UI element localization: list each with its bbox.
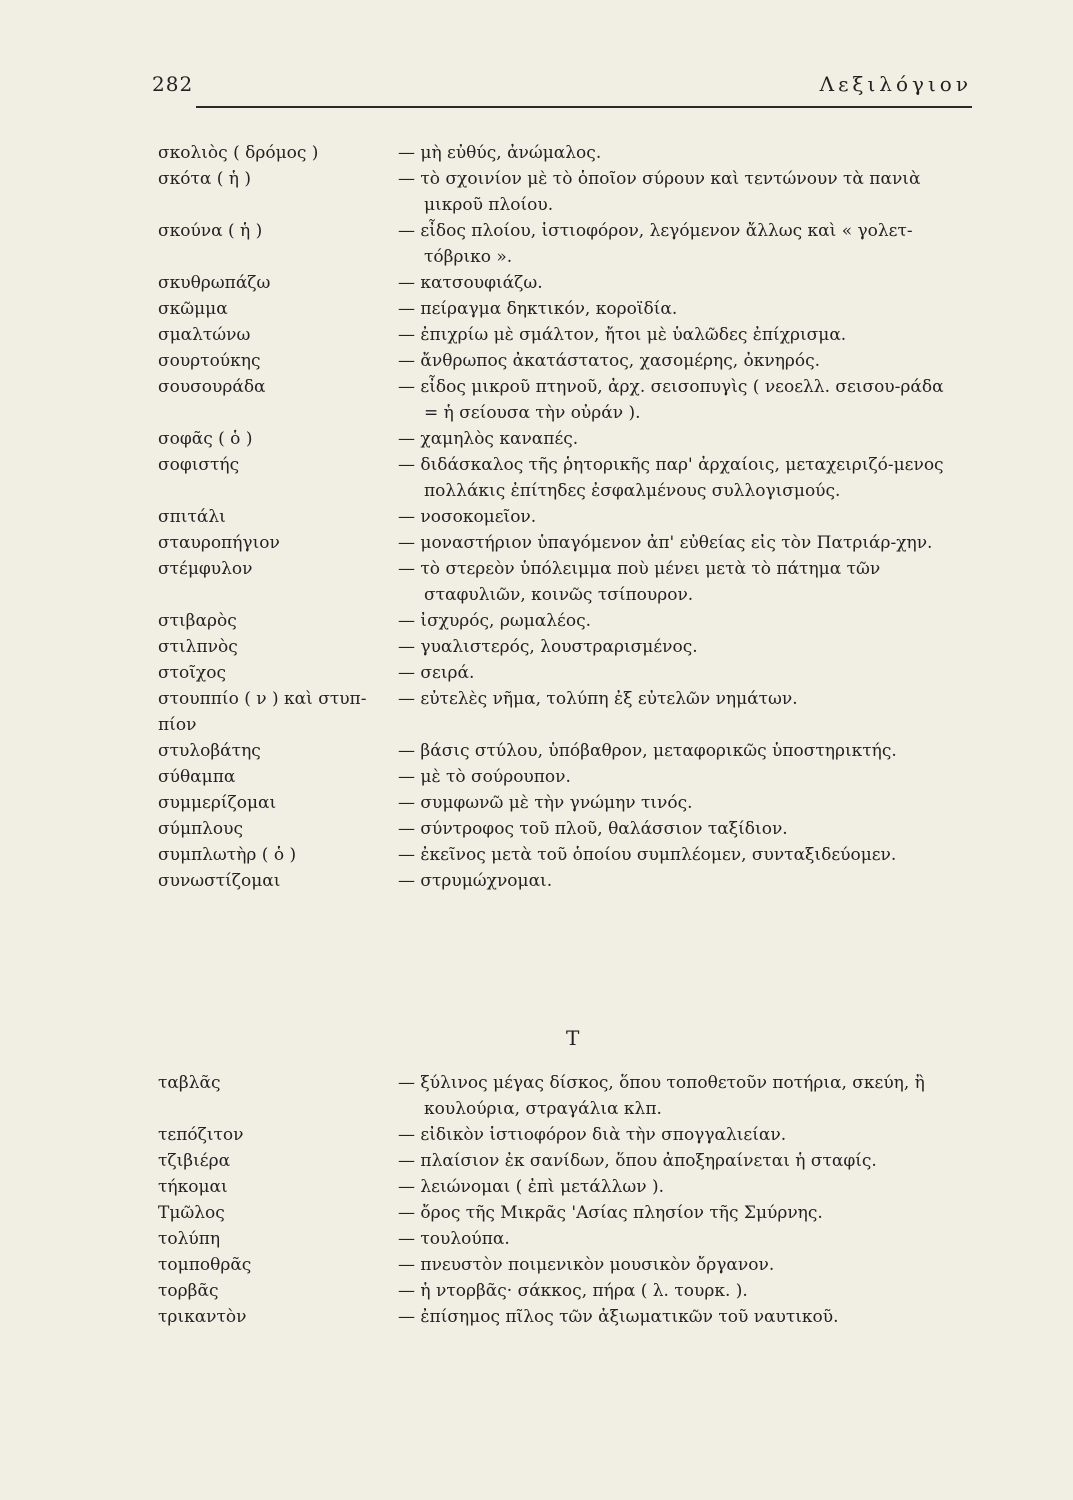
entry-definition: — εὐτελὲς νῆμα, τολύπη ἐξ εὐτελῶν νημάτων. (398, 689, 798, 709)
glossary-entry (158, 1226, 958, 1252)
entry-definition: — πείραγμα δηκτικόν, κοροϊδία. (398, 299, 678, 319)
entry-term: σμαλτώνω (158, 325, 251, 345)
glossary-entry (158, 764, 958, 790)
entry-term: Τμῶλος (158, 1203, 225, 1223)
glossary-entry (158, 556, 958, 608)
entry-term: συμπλωτὴρ ( ὁ ) (158, 845, 297, 865)
glossary-entry (158, 530, 958, 556)
entry-term: τομποθρᾶς (158, 1255, 252, 1275)
entry-term: σπιτάλι (158, 507, 226, 527)
glossary-entry (158, 140, 958, 166)
glossary-entry (158, 868, 958, 894)
glossary-entry (158, 608, 958, 634)
entry-term: σκότα ( ἡ ) (158, 169, 252, 189)
glossary-entry (158, 426, 958, 452)
entry-definition: — εἶδος μικροῦ πτηνοῦ, ἀρχ. σεισοπυγὶς ( νεοελλ. σεισου-ράδα = ἡ σείουσα τὴν οὐράν ). (398, 377, 944, 423)
entry-definition: — βάσις στύλου, ὑπόβαθρον, μεταφορικῶς ὑποστηρικτής. (398, 741, 897, 761)
entry-definition: — χαμηλὸς καναπές. (398, 429, 579, 449)
glossary-entry (158, 296, 958, 322)
entry-term: συμμερίζομαι (158, 793, 277, 813)
glossary-entry (158, 374, 958, 426)
entry-term: στιβαρὸς (158, 611, 237, 631)
entry-definition: — πλαίσιον ἐκ σανίδων, ὅπου ἀποξηραίνεται ἡ σταφίς. (398, 1151, 877, 1171)
entry-term: σοφᾶς ( ὁ ) (158, 429, 253, 449)
entry-definition: — γυαλιστερός, λουστραρισμένος. (398, 637, 698, 657)
glossary-entry (158, 1070, 958, 1122)
glossary-entry (158, 504, 958, 530)
glossary-entry (158, 218, 958, 270)
entry-term: σκυθρωπάζω (158, 273, 271, 293)
glossary-entry (158, 270, 958, 296)
running-title: Λεξιλόγιον (819, 72, 972, 96)
entry-definition: — τὸ σχοινίον μὲ τὸ ὁποῖον σύρουν καὶ τεντώνουν τὰ πανιὰ μικροῦ πλοίου. (398, 169, 921, 215)
entry-term: σουρτούκης (158, 351, 261, 371)
entry-definition: — ἐκεῖνος μετὰ τοῦ ὁποίου συμπλέομεν, συνταξιδεύομεν. (398, 845, 897, 865)
entry-definition: — ἐπίσημος πῖλος τῶν ἀξιωματικῶν τοῦ ναυτικοῦ. (398, 1307, 839, 1327)
glossary-entry (158, 842, 958, 868)
entry-term: σκούνα ( ἡ ) (158, 221, 263, 241)
entry-term: στουππίο ( ν ) καὶ στυπ-πίον (158, 689, 367, 735)
entry-definition: — ἐπιχρίω μὲ σμάλτον, ἤτοι μὲ ὑαλῶδες ἐπίχρισμα. (398, 325, 847, 345)
entry-term: σκολιὸς ( δρόμος ) (158, 143, 319, 163)
glossary-entry (158, 1148, 958, 1174)
glossary-entry (158, 1252, 958, 1278)
glossary-entry (158, 322, 958, 348)
entry-term: σοφιστής (158, 455, 240, 475)
entry-term: συνωστίζομαι (158, 871, 281, 891)
glossary-entry (158, 1200, 958, 1226)
page-header (152, 72, 972, 104)
entry-definition: — μοναστήριον ὑπαγόμενον ἀπ' εὐθείας εἰς τὸν Πατριάρ-χην. (398, 533, 933, 553)
glossary-entries-tau (158, 1070, 958, 1330)
entry-term: σύμπλους (158, 819, 244, 839)
entry-term: στέμφυλον (158, 559, 253, 579)
glossary-entry (158, 452, 958, 504)
header-rule (196, 106, 972, 108)
entry-definition: — πνευστὸν ποιμενικὸν μουσικὸν ὄργανον. (398, 1255, 775, 1275)
entry-definition: — ἄνθρωπος ἀκατάστατος, χασομέρης, ὀκνηρός. (398, 351, 821, 371)
entry-term: τρικαντὸν (158, 1307, 247, 1327)
page-number: 282 (152, 72, 194, 96)
entry-term: τζιβιέρα (158, 1151, 231, 1171)
entry-definition: — ἰσχυρός, ρωμαλέος. (398, 611, 591, 631)
entry-term: τορβᾶς (158, 1281, 219, 1301)
entry-definition: — μὲ τὸ σούρουπον. (398, 767, 571, 787)
glossary-entry (158, 686, 958, 738)
entry-term: σκῶμμα (158, 299, 228, 319)
glossary-entry (158, 166, 958, 218)
entry-definition: — ἡ ντορβᾶς· σάκκος, πήρα ( λ. τουρκ. ). (398, 1281, 748, 1301)
entry-term: σύθαμπα (158, 767, 236, 787)
entry-definition: — εἰδικὸν ἱστιοφόρον διὰ τὴν σπογγαλιείαν. (398, 1125, 787, 1145)
entry-term: τεπόζιτον (158, 1125, 244, 1145)
entry-term: στοῖχος (158, 663, 226, 683)
entry-term: στυλοβάτης (158, 741, 261, 761)
entry-definition: — διδάσκαλος τῆς ῥητορικῆς παρ' ἀρχαίοις, μεταχειριζό-μενος πολλάκις ἐπίτηδες ἐσφαλμένους συλλογισμούς. (398, 455, 944, 501)
glossary-entry (158, 1304, 958, 1330)
section-letter: Τ (566, 1026, 580, 1050)
entry-term: τολύπη (158, 1229, 221, 1249)
entry-term: σουσουράδα (158, 377, 266, 397)
glossary-entry (158, 1278, 958, 1304)
entry-term: στιλπνὸς (158, 637, 238, 657)
entry-definition: — ὄρος τῆς Μικρᾶς 'Ασίας πλησίον τῆς Σμύρνης. (398, 1203, 823, 1223)
entry-definition: — νοσοκομεῖον. (398, 507, 537, 527)
entry-term: ταβλᾶς (158, 1073, 221, 1093)
entry-definition: — ξύλινος μέγας δίσκος, ὅπου τοποθετοῦν ποτήρια, σκεύη, ἢ κουλούρια, στραγάλια κλπ. (398, 1073, 925, 1119)
entry-definition: — σειρά. (398, 663, 475, 683)
glossary-entry (158, 348, 958, 374)
entry-definition: — συμφωνῶ μὲ τὴν γνώμην τινός. (398, 793, 693, 813)
glossary-entry (158, 738, 958, 764)
entry-definition: — μὴ εὐθύς, ἀνώμαλος. (398, 143, 602, 163)
glossary-entry (158, 660, 958, 686)
entry-definition: — σύντροφος τοῦ πλοῦ, θαλάσσιον ταξίδιον. (398, 819, 788, 839)
glossary-entry (158, 816, 958, 842)
entry-definition: — τουλούπα. (398, 1229, 510, 1249)
entry-definition: — εἶδος πλοίου, ἱστιοφόρον, λεγόμενον ἄλλως καὶ « γολετ-τόβρικο ». (398, 221, 913, 267)
glossary-entry (158, 634, 958, 660)
entry-definition: — κατσουφιάζω. (398, 273, 543, 293)
entry-definition: — τὸ στερεὸν ὑπόλειμμα ποὺ μένει μετὰ τὸ πάτημα τῶν σταφυλιῶν, κοινῶς τσίπουρον. (398, 559, 881, 605)
glossary-entry (158, 790, 958, 816)
glossary-entry (158, 1122, 958, 1148)
glossary-entry (158, 1174, 958, 1200)
entry-term: σταυροπήγιον (158, 533, 280, 553)
entry-term: τήκομαι (158, 1177, 228, 1197)
glossary-entries-sigma (158, 140, 958, 894)
entry-definition: — στρυμώχνομαι. (398, 871, 553, 891)
entry-definition: — λειώνομαι ( ἐπὶ μετάλλων ). (398, 1177, 665, 1197)
